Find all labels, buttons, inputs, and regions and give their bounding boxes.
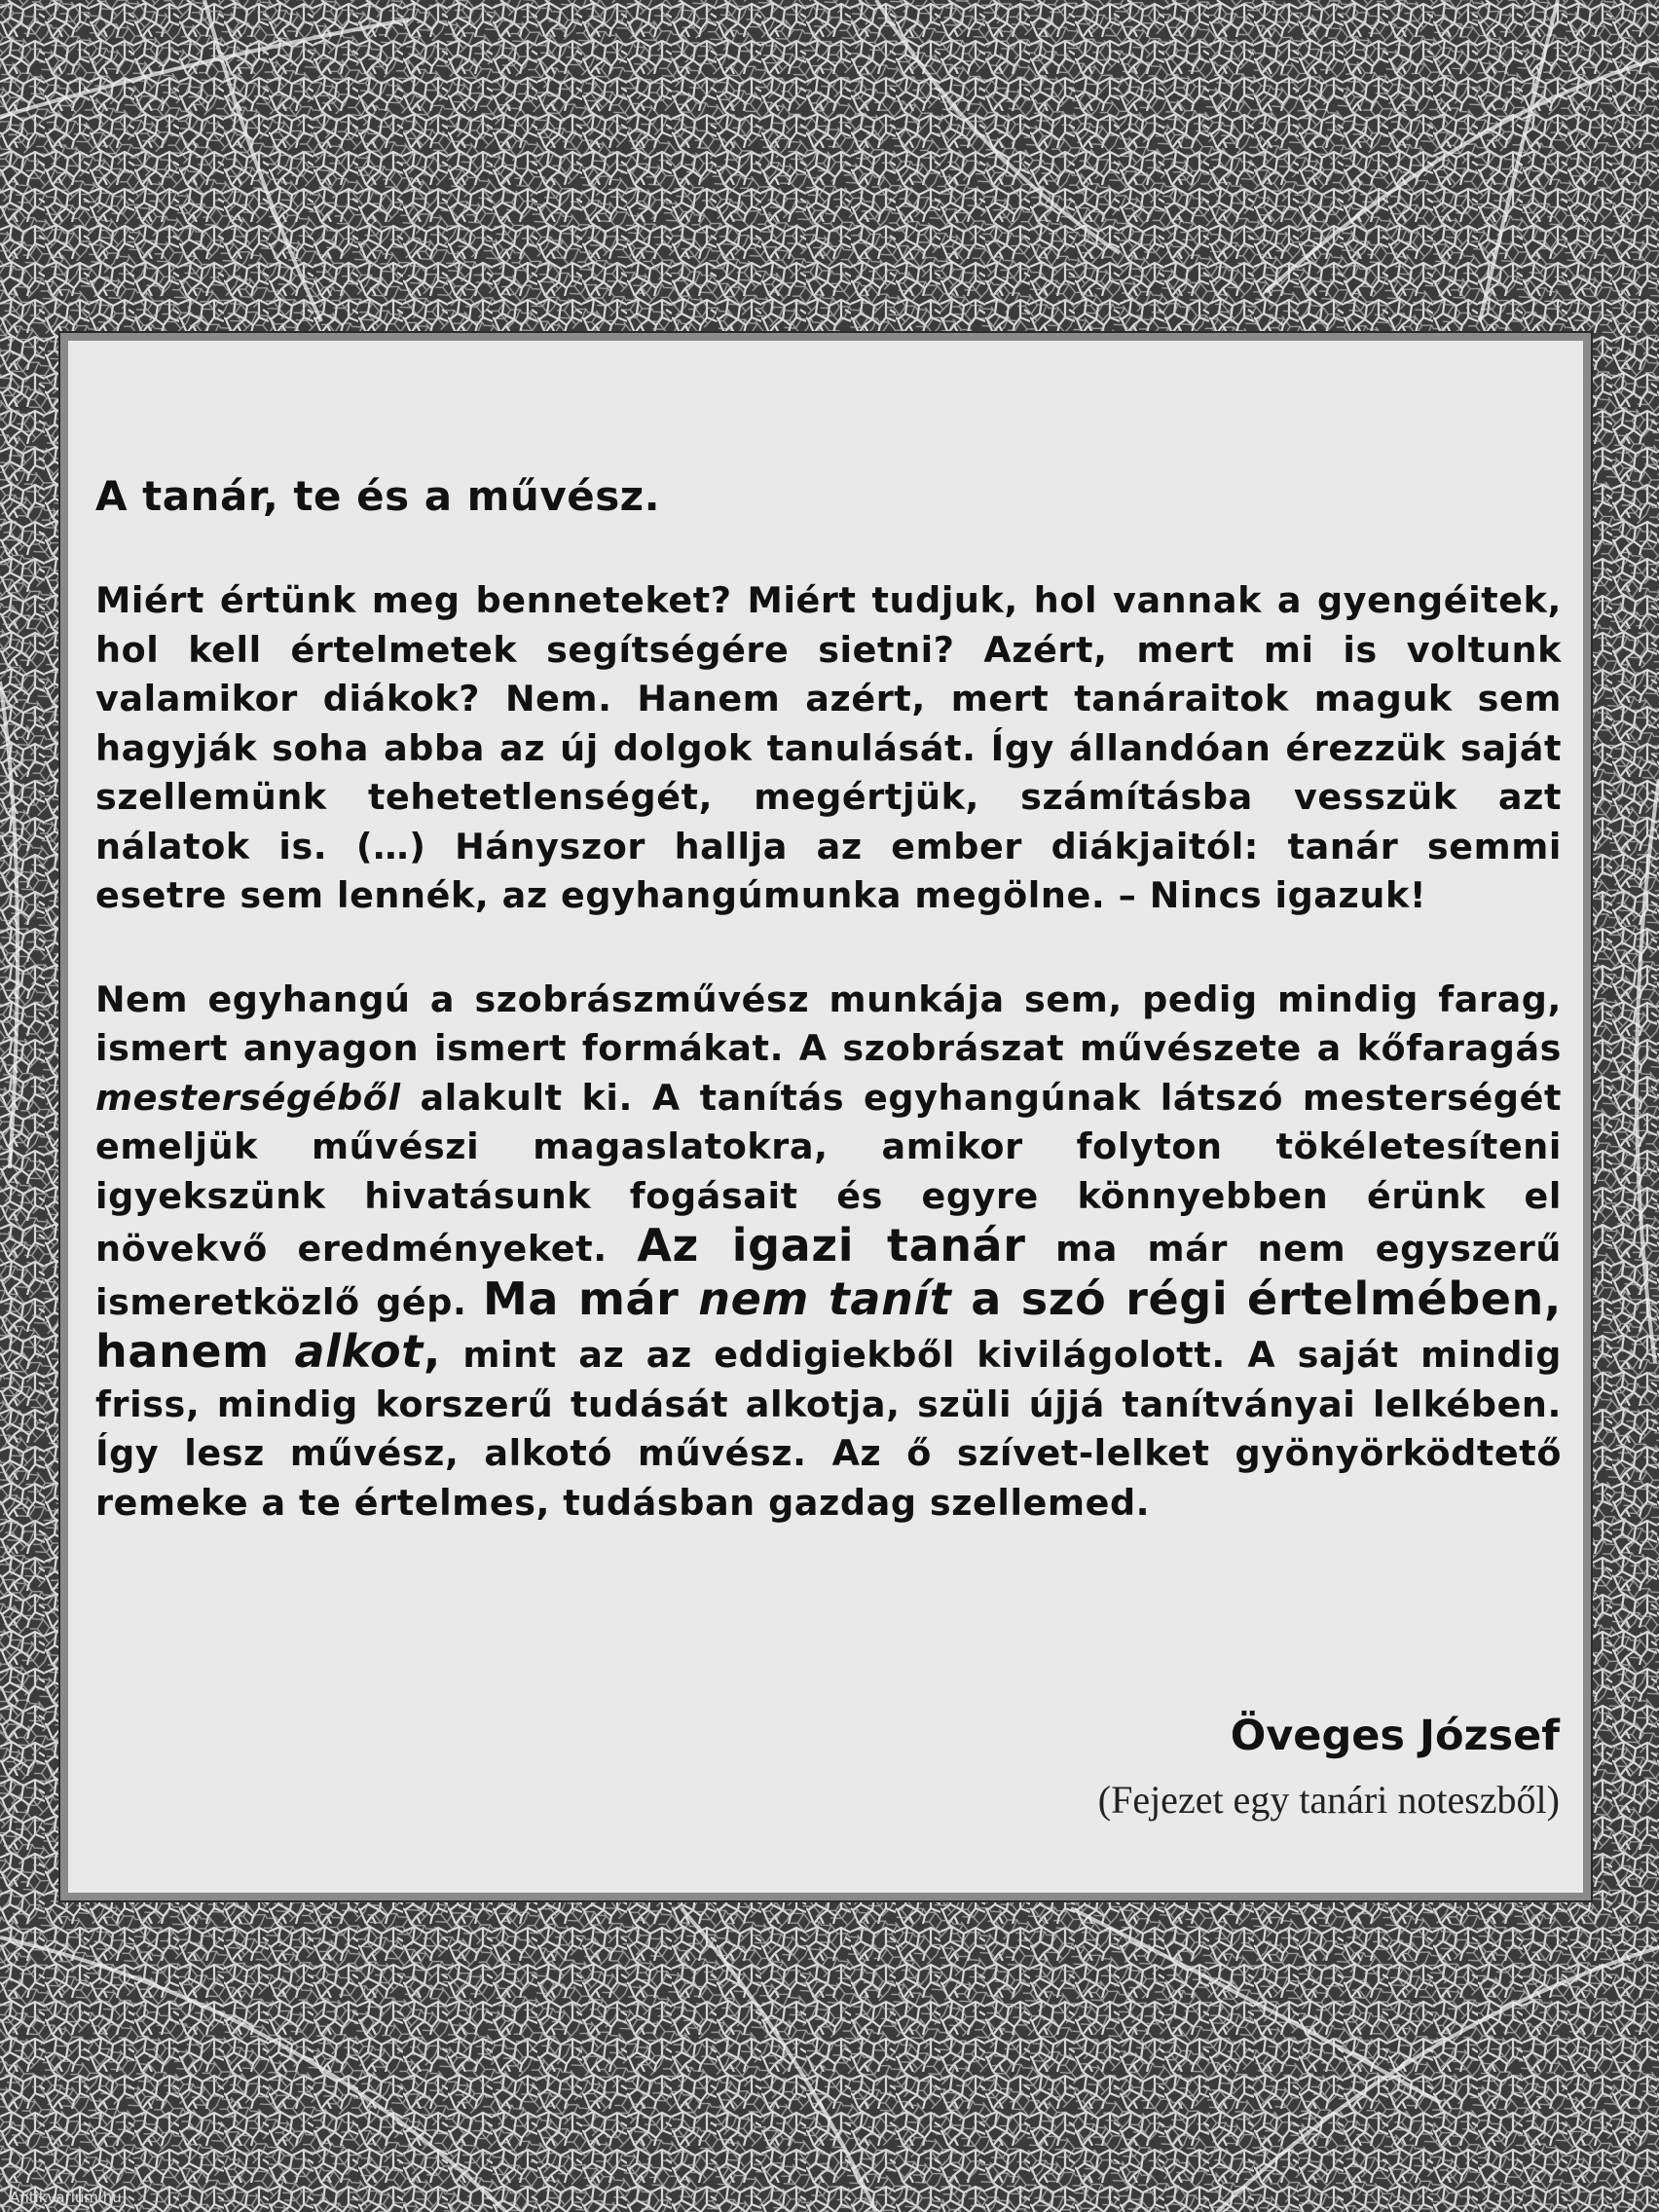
paragraph-2-part-1: Nem egyhangú a szobrászművész munkája sem, pedig mindig farag, ismert anyagon ismert formákat. A szobrászat művészete a kőfaragás [95,977,1562,1069]
paragraph-2-big-4: , [423,1325,441,1378]
paragraph-2-big-italic-2: alkot [294,1325,424,1378]
watermark-text: Antikvarium.hu [10,2189,122,2206]
page-title: A tanár, te és a művész. [95,472,661,520]
paragraph-2 [95,976,1562,1529]
paragraph-2-big-2: Ma már [483,1272,699,1325]
paragraph-2-part-3: ma már nem egyszerű ismeretközlő gép. [95,1228,1562,1323]
paragraph-2-part-2: alakult ki. A tanítás egyhangúnak látszó mesterségét emeljük művészi magaslatokra, amikor folyton tökéletesíteni igyekszünk hivatásunk fogásait és egyre könnyebben érünk el növekvő eredményeket. [95,1076,1562,1270]
paragraph-2-big-3: a szó régi értelmében, hanem [95,1272,1562,1378]
paragraph-2-italic-1: mesterségéből [95,1076,401,1119]
paragraph-1: Miért értünk meg benneteket? Miért tudjuk, hol vannak a gyengéitek, hol kell értelmetek segítségére sietni? Azért, mert mi is voltunk valamikor diákok? Nem. Hanem azért, mert tanáraitok maguk sem hagyják soha abba az új dolgok tanulását. Így állandóan érezzük saját szellemünk tehetetlenségét, megértjük, számításba vesszük azt nálatok is. (…) Hányszor hallja az ember diákjaitól: tanár semmi esetre sem lennék, az egyhangúmunka megölne. – Nincs igazuk! [95,579,1562,916]
author-name: Öveges József [1230,1712,1560,1760]
source-note: (Fejezet egy tanári noteszből) [1097,1778,1560,1822]
card-content [95,472,1562,1528]
paragraph-2-big-1: Az igazi tanár [637,1219,1026,1272]
paragraph-2-part-4: mint az az eddigiekből kivilágolott. A saját mindig friss, mindig korszerű tudását alkotja, szüli újjá tanítványai lelkében. Így lesz művész, alkotó művész. Az ő szívet-lelket gyönyörködtető remeke a te értelmes, tudásban gazdag szellemed. [95,1334,1562,1524]
paragraph-2-big-italic-1: nem tanít [698,1272,952,1325]
